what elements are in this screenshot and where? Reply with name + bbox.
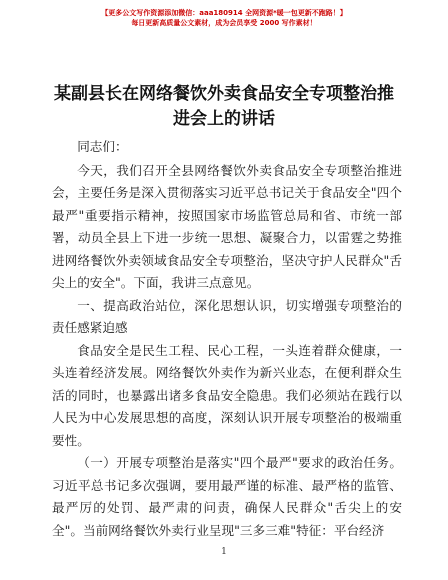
salutation: 同志们： xyxy=(77,139,128,154)
document-title-line-1: 某副县长在网络餐饮外卖食品安全专项整治推 xyxy=(54,84,394,104)
paragraph-subsection-1: （一）开展专项整治是落实"四个最严"要求的政治任务。习近平总书记多次强调，要用最严谨的标准、最严格的监管、最严厉的处罚、最严肃的问责，确保人民群众"舌尖上的安全"。当前网络餐饮外卖行业呈现"三多三难"特征：平台经济 xyxy=(52,455,402,538)
document-title xyxy=(24,82,424,132)
promo-banner-line-2: 每日更新高质量公文素材，成为会员享受 2000 写作素材！ xyxy=(131,19,317,27)
paragraph-section-1: 食品安全是民生工程、民心工程，一头连着群众健康，一头连着经济发展。网络餐饮外卖作为新兴业态，在便利群众生活的同时，也暴露出诸多食品安全隐患。我们必须站在践行以人民为中心发展思想的高度，深刻认识开展专项整治的极端重要性。 xyxy=(52,342,402,448)
document-title-line-2: 进会上的讲话 xyxy=(173,109,275,129)
page-number: 1 xyxy=(221,547,227,557)
paragraph-intro: 今天，我们召开全县网络餐饮外卖食品安全专项整治推进会，主要任务是深入贯彻落实习近平总书记关于食品安全"四个最严"重要指示精神，按照国家市场监管总局和省、市统一部署，动员全县上下进一步统一思想、凝聚合力，以雷霆之势推进网络餐饮外卖领域食品安全专项整治，坚决守护人民群众"舌尖上的安全"。下面，我讲三点意见。 xyxy=(52,162,402,290)
promo-banner xyxy=(0,8,448,28)
promo-banner-line-1: 【更多公文写作资源添加微信：aaa180914 全网资源*暖一包更新不跑路！】 xyxy=(101,9,347,17)
section-heading-1: 一、提高政治站位，深化思想认识，切实增强专项整治的责任感紧迫感 xyxy=(52,297,402,335)
document-body xyxy=(52,136,402,542)
